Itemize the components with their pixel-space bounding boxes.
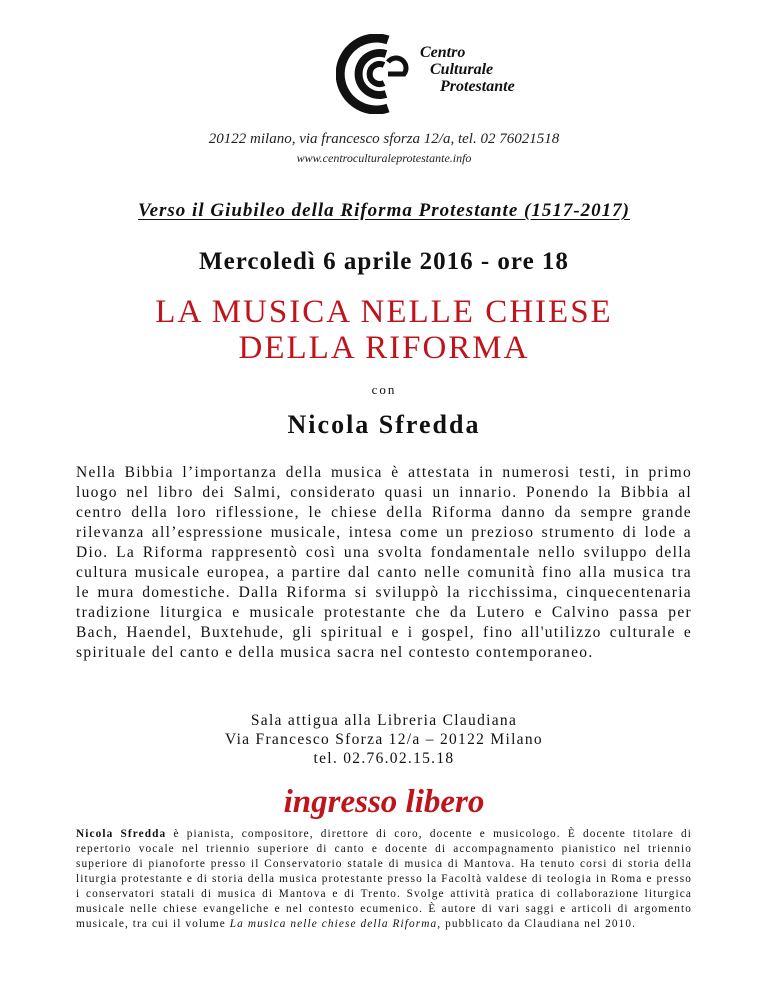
bio-text-end: pubblicato da Claudiana nel 2010.: [441, 918, 637, 930]
venue-name: Sala attigua alla Libreria Claudiana: [250, 712, 518, 729]
speaker-name: Nicola Sfredda: [287, 410, 481, 439]
bio-text: è pianista, compositore, direttore di coro, docente e musicologo. È docente titolare di repertorio vocale nel triennio superiore di canto e docente di accompagnamento pianistico nel triennio superiore di pianoforte presso il Conservatorio statale di musica di Mantova. Ha tenuto corsi di storia della liturgia protestante e di storia della musica protestante presso la Facoltà valdese di teologia in Roma e presso i conservatori statali di musica di Mantova e di Trento. Svolge attività pratica di collaborazione liturgica musicale nelle chiese evangeliche e nel contesto ecumenico. È autore di vari saggi e articoli di argomento musicale, tra cui il volume: [76, 828, 692, 930]
logo-text-line-1: Centro: [420, 44, 466, 61]
event-title-line-2: DELLA RIFORMA: [238, 330, 530, 366]
event-title: [0, 294, 768, 366]
logo-text-line-3: Protestante: [440, 78, 515, 95]
event-description: Nella Bibbia l’importanza della musica è attestata in numerosi testi, in primo luogo nel libro dei Salmi, considerato quasi un innario. Ponendo la Bibbia al centro della loro riflessione, le chiese della Riforma danno da sempre grande rilevanza all’espressione musicale, intesa come un prezioso strumento di lode a Dio. La Riforma rappresentò così una svolta fondamentale nello sviluppo della cultura musicale europea, a partire dal canto nelle comunità fino alla musica tra le mura domestiche. Dalla Riforma si sviluppò la ricchissima, cinquecentenaria tradizione liturgica e musicale protestante che da Lutero e Calvino passa per Bach, Haendel, Buxtehude, gli spiritual e i gospel, fino all'utilizzo culturale e spirituale del canto e della musica sacra nel contesto contemporaneo.: [76, 464, 692, 661]
venue-address: Via Francesco Sforza 12/a – 20122 Milano: [225, 731, 543, 748]
address-line: 20122 milano, via francesco sforza 12/a, tel. 02 76021518: [208, 131, 560, 147]
venue-block: [0, 711, 768, 768]
event-date: Mercoledì 6 aprile 2016 - ore 18: [199, 248, 569, 275]
event-title-line-1: LA MUSICA NELLE CHIESE: [155, 294, 613, 330]
website-link[interactable]: www.centroculturaleprotestante.info: [296, 151, 472, 165]
admission-text: ingresso libero: [283, 784, 485, 820]
bio-book-title: La musica nelle chiese della Riforma,: [229, 918, 442, 930]
series-heading: Verso il Giubileo della Riforma Protestante (1517-2017): [138, 200, 630, 221]
bio-name: Nicola Sfredda: [76, 828, 167, 840]
venue-phone: tel. 02.76.02.15.18: [313, 750, 455, 767]
logo-mark-icon: [336, 34, 426, 114]
speaker-bio: [76, 827, 692, 932]
logo-text-line-2: Culturale: [430, 61, 494, 78]
with-label: con: [371, 382, 397, 397]
logo: [336, 34, 556, 114]
